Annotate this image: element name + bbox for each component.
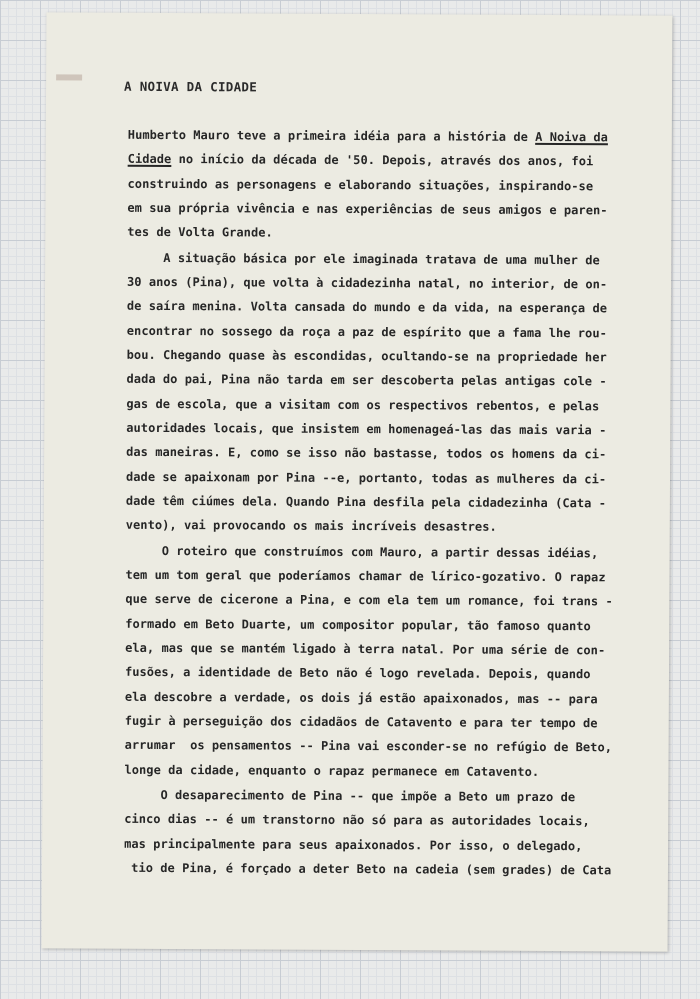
text-line bbox=[125, 587, 625, 614]
text-line bbox=[127, 171, 627, 198]
text-line bbox=[128, 123, 628, 150]
text-line bbox=[125, 709, 625, 736]
document-title: A NOIVA DA CIDADE bbox=[124, 78, 258, 95]
text-line bbox=[124, 757, 624, 784]
text-line bbox=[127, 196, 627, 223]
typewritten-page bbox=[42, 12, 673, 951]
line-text: das maneiras. E, como se isso não bastasse, todos os homens da ci- bbox=[126, 445, 607, 462]
text-line bbox=[124, 832, 624, 859]
line-text: fusões, a identidade de Beto não é logo revelada. Depois, quando bbox=[124, 665, 591, 682]
line-text: 30 anos (Pina), que volta à cidadezinha natal, no interior, de on- bbox=[127, 274, 608, 292]
line-text: O desaparecimento de Pina -- que impõe a Beto um prazo de bbox=[160, 788, 576, 805]
text-line bbox=[128, 147, 628, 174]
line-text: encontrar no sossego da roça a paz de espírito que a fama lhe rou- bbox=[126, 323, 607, 341]
line-text: no início da década de '50. Depois, através dos anos, foi bbox=[171, 152, 594, 169]
line-text: O roteiro que construímos com Mauro, a partir dessas idéias, bbox=[161, 543, 599, 561]
line-text: gas de escola, que a visitam com os respectivos rebentos, e pelas bbox=[126, 396, 600, 413]
underlined-title-fragment: Cidade bbox=[127, 152, 172, 167]
text-line bbox=[127, 294, 627, 321]
line-text: bou. Chegando quase às escondidas, ocultando-se na propriedade her bbox=[126, 347, 607, 365]
text-line bbox=[124, 783, 624, 810]
text-line bbox=[126, 367, 626, 394]
text-line bbox=[125, 733, 625, 760]
text-line bbox=[126, 464, 626, 491]
line-text: que serve de cicerone a Pina, e com ela tem um romance, foi trans - bbox=[125, 592, 613, 609]
text-line bbox=[126, 489, 626, 516]
line-text: tes de Volta Grande. bbox=[127, 224, 273, 240]
text-line bbox=[125, 684, 625, 711]
text-line bbox=[124, 807, 624, 834]
line-text: dada do pai, Pina não tarda em ser descoberta pelas antigas cole - bbox=[126, 372, 607, 389]
text-line bbox=[127, 319, 627, 346]
line-text: A situação básica por ele imaginada tratava de uma mulher de bbox=[163, 250, 600, 268]
line-text: fugir à perseguição dos cidadãos de Catavento e para ter tempo de bbox=[124, 713, 598, 731]
document-body bbox=[124, 123, 628, 883]
line-text: autoridades locais, que insistem em homenageá-las das mais varia - bbox=[126, 420, 607, 438]
line-text: longe da cidade, enquanto o rapaz permanece em Catavento. bbox=[124, 762, 540, 779]
line-text: em sua própria vivência e nas experiências de seus amigos e paren- bbox=[127, 200, 608, 218]
text-line bbox=[127, 246, 627, 273]
text-line bbox=[126, 513, 626, 540]
paper-tape-mark bbox=[56, 74, 82, 80]
text-line bbox=[127, 270, 627, 297]
line-text: dade se apaixonam por Pina --e, portanto, todas as mulheres da ci- bbox=[125, 469, 607, 486]
text-line bbox=[124, 856, 624, 883]
line-text: formado em Beto Duarte, um compositor popular, tão famoso quanto bbox=[125, 616, 591, 633]
text-line bbox=[125, 612, 625, 639]
line-text: de saíra menina. Volta cansada do mundo e da vida, na esperança de bbox=[126, 299, 608, 316]
line-text: cinco dias -- é um transtorno não só para as autoridades locais, bbox=[124, 812, 590, 829]
line-text: dade têm ciúmes dela. Quando Pina desfila pela cidadezinha (Cata - bbox=[125, 493, 607, 511]
line-text: vento), vai provocando os mais incríveis desastres. bbox=[125, 517, 497, 534]
line-text: mas principalmente para seus apaixonados. Por isso, o delegado, bbox=[124, 836, 583, 853]
line-text: construindo as personagens e elaborando situações, inspirando-se bbox=[127, 176, 594, 193]
line-text: tio de Pina, é forçado a deter Beto na cadeia (sem grades) de Cata bbox=[131, 860, 612, 878]
text-line bbox=[125, 563, 625, 590]
underlined-title-fragment: A Noiva da bbox=[535, 129, 608, 145]
text-line bbox=[127, 343, 627, 370]
text-line bbox=[127, 220, 627, 247]
text-line bbox=[126, 440, 626, 467]
text-line bbox=[126, 391, 626, 418]
line-text: ela, mas que se mantém ligado à terra natal. Por uma série de con- bbox=[125, 640, 606, 658]
text-line bbox=[125, 660, 625, 687]
line-text: ela descobre a verdade, os dois já estão apaixonados, mas -- para bbox=[124, 689, 598, 706]
text-line bbox=[126, 416, 626, 443]
line-text: arrumar os pensamentos -- Pina vai esconder-se no refúgio de Beto, bbox=[124, 737, 613, 755]
line-text: tem um tom geral que poderíamos chamar de lírico-gozativo. O rapaz bbox=[125, 567, 606, 585]
line-text: Humberto Mauro teve a primeira idéia para a história de bbox=[127, 127, 536, 144]
text-line bbox=[126, 539, 626, 566]
text-line bbox=[125, 636, 625, 663]
